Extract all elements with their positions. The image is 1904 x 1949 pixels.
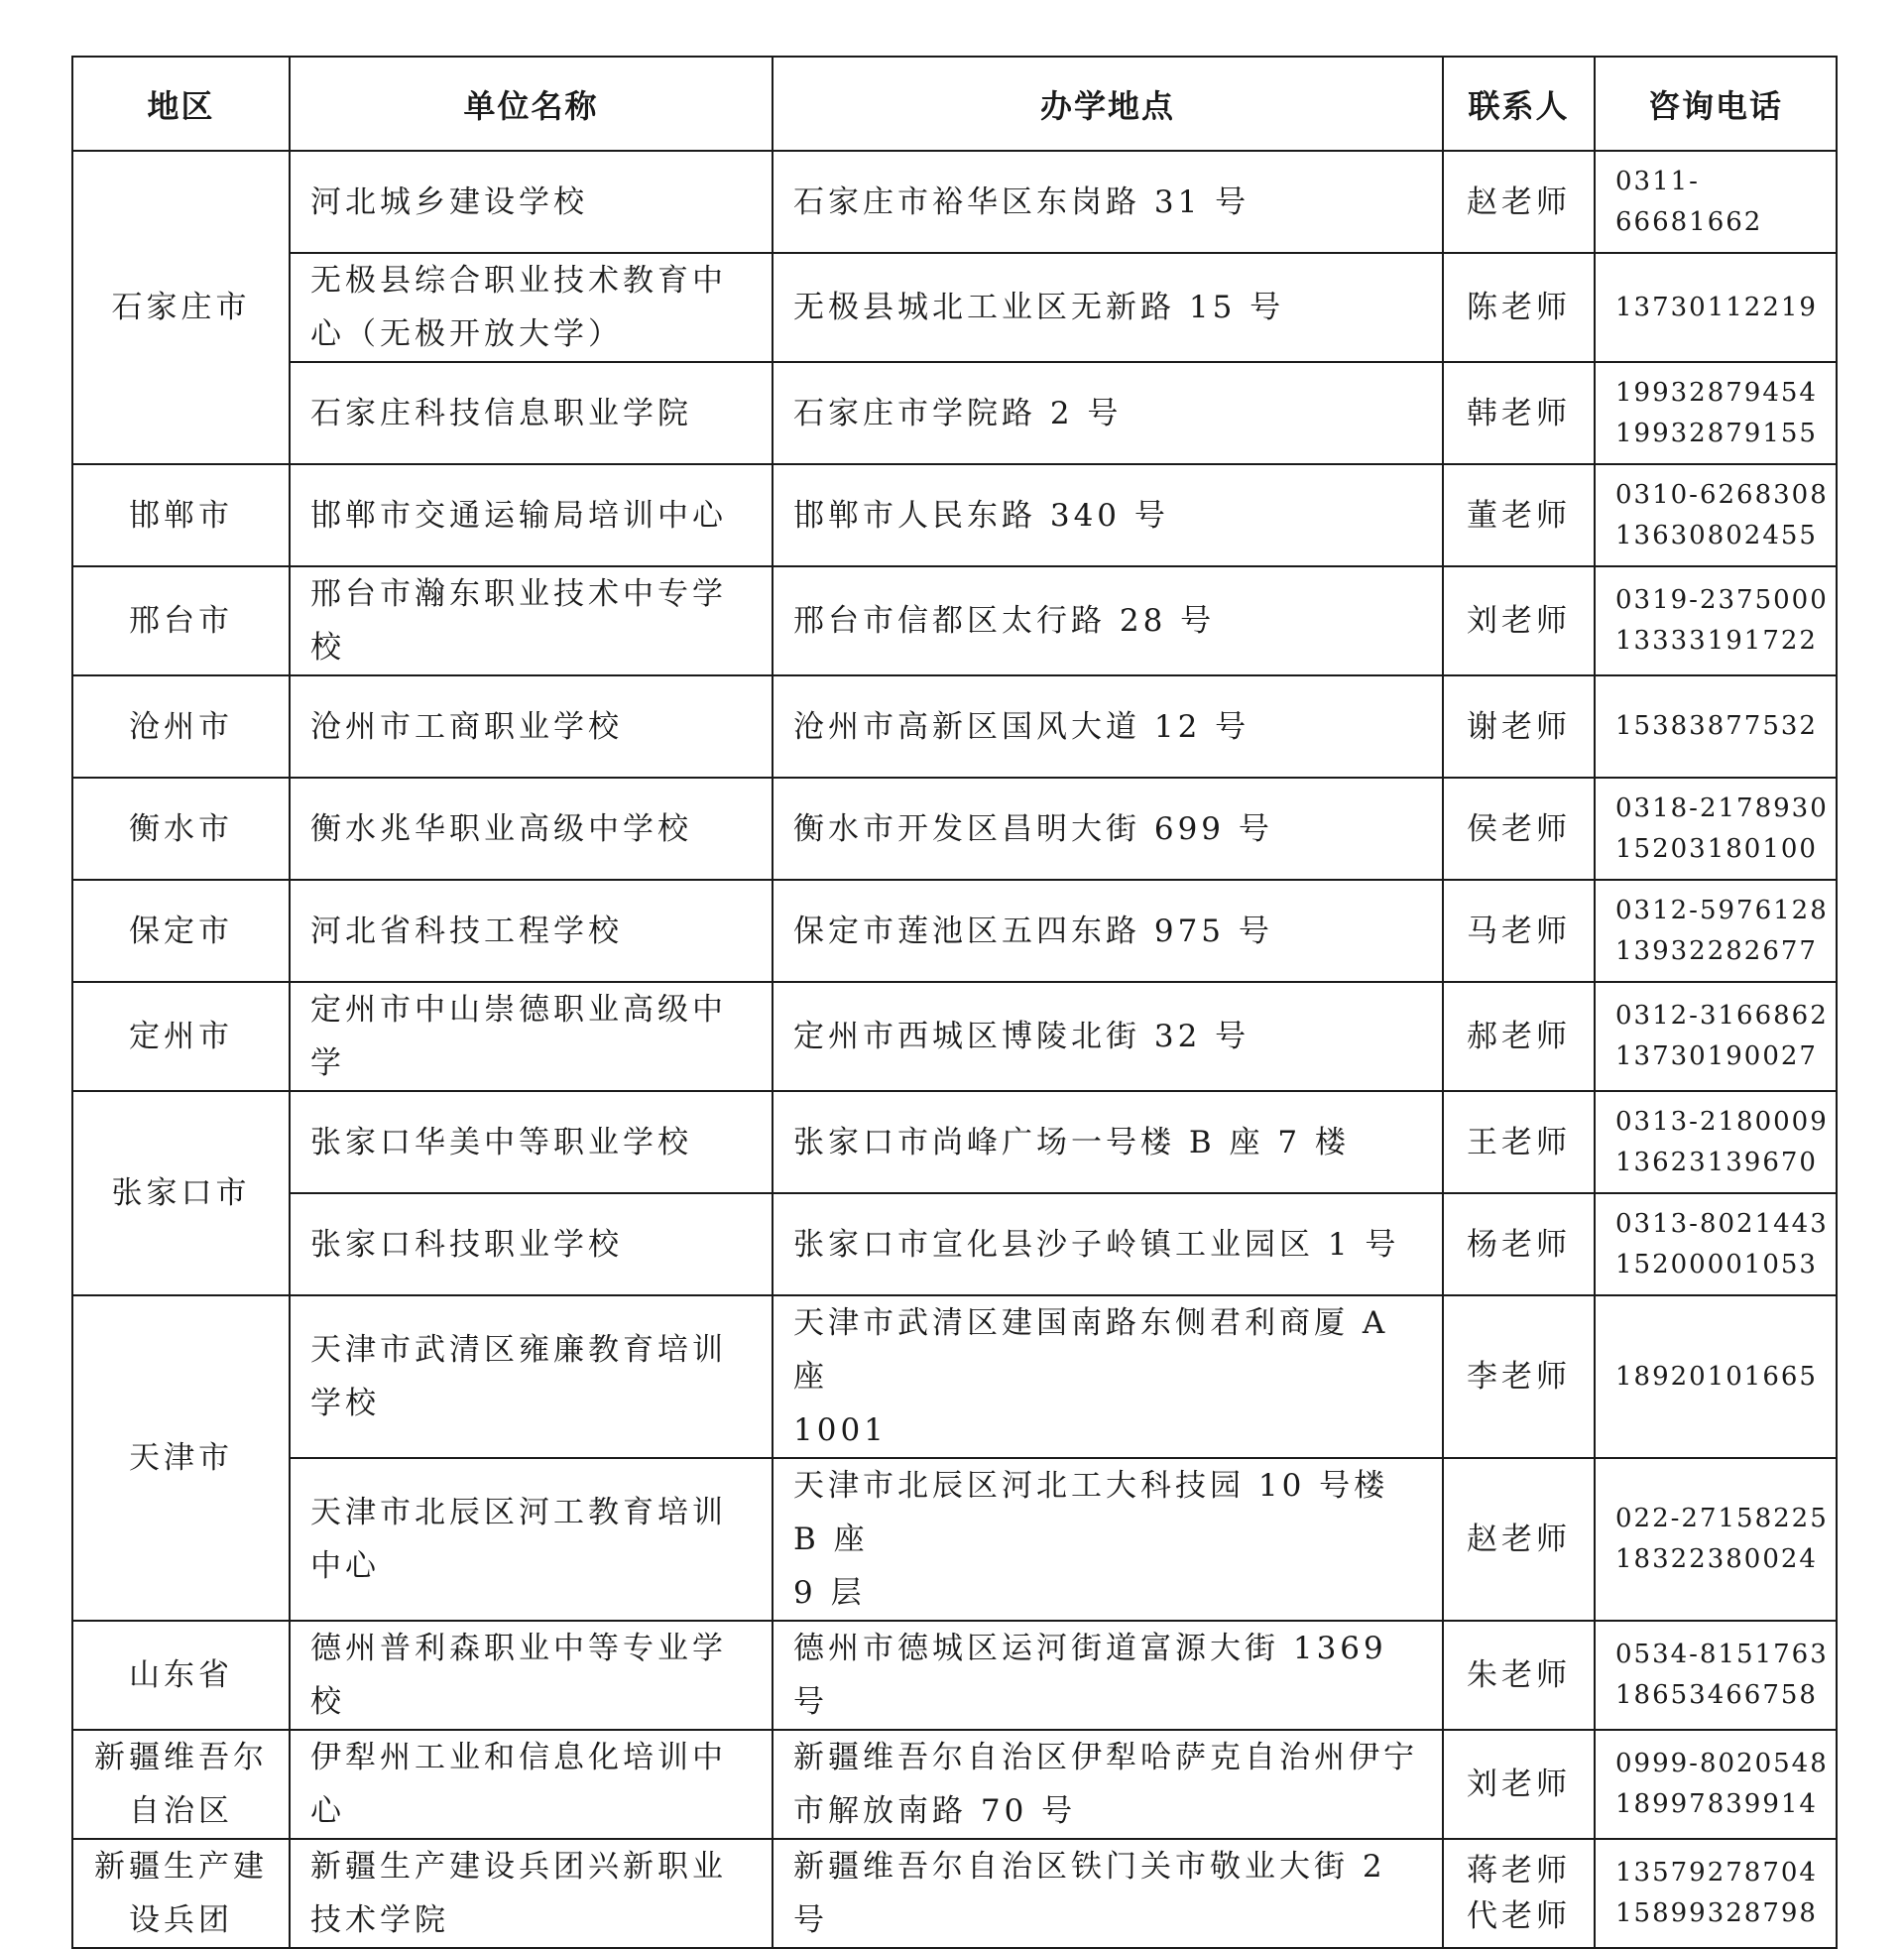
region-cell: 沧州市 <box>72 675 290 778</box>
address-cell <box>773 1091 1443 1193</box>
contact-cell <box>1443 1193 1595 1295</box>
phone-number: 022-27158225 <box>1615 1504 1829 1533</box>
unit-name-cell <box>290 1193 773 1295</box>
address-line: 衡水市开发区昌明大街 699 号 <box>793 810 1273 847</box>
table-row <box>72 1621 1837 1730</box>
table-body <box>72 151 1837 1948</box>
contact-name: 董老师 <box>1467 497 1571 534</box>
contact-cell <box>1443 566 1595 675</box>
region-line: 设兵团 <box>129 1902 233 1938</box>
contact-cell <box>1443 1730 1595 1839</box>
unit-name-line: 河北城乡建设学校 <box>310 183 588 220</box>
contact-cell <box>1443 253 1595 362</box>
unit-name-cell <box>290 464 773 566</box>
region-cell: 邯郸市 <box>72 464 290 566</box>
table-row <box>72 1295 1837 1458</box>
region-cell: 石家庄市 <box>72 151 290 464</box>
unit-name-cell <box>290 253 773 362</box>
header-phone: 咨询电话 <box>1595 57 1837 151</box>
unit-name-line: 学校 <box>310 1386 380 1421</box>
phone-cell <box>1595 1091 1837 1193</box>
phone-number: 18997839914 <box>1615 1789 1818 1819</box>
header-address: 办学地点 <box>773 57 1443 151</box>
phone-cell <box>1595 778 1837 880</box>
phone-number: 15899328798 <box>1615 1898 1818 1928</box>
unit-name-line: 校 <box>310 1684 345 1720</box>
address-line: 新疆维吾尔自治区伊犁哈萨克自治州伊宁 <box>793 1740 1418 1775</box>
phone-cell <box>1595 1295 1837 1458</box>
address-line: 保定市莲池区五四东路 975 号 <box>793 913 1273 949</box>
address-line: 石家庄市学院路 2 号 <box>793 395 1123 431</box>
contact-name: 刘老师 <box>1467 1766 1571 1802</box>
phone-number: 0313-2180009 <box>1615 1106 1829 1137</box>
address-cell <box>773 1458 1443 1621</box>
phone-number: 18653466758 <box>1615 1680 1818 1710</box>
unit-name-cell <box>290 151 773 253</box>
phone-number: 0999-8020548 <box>1615 1749 1829 1778</box>
unit-name-cell <box>290 675 773 778</box>
unit-name-line: 伊犁州工业和信息化培训中 <box>310 1740 727 1775</box>
unit-name-cell <box>290 982 773 1091</box>
unit-name-cell <box>290 1091 773 1193</box>
table-row <box>72 1458 1837 1621</box>
table-row <box>72 880 1837 982</box>
table-row <box>72 982 1837 1091</box>
address-line: 天津市武清区建国南路东侧君利商厦 A 座 <box>793 1305 1389 1395</box>
unit-name-line: 邯郸市交通运输局培训中心 <box>310 497 727 534</box>
phone-cell <box>1595 982 1837 1091</box>
table-row <box>72 1730 1837 1839</box>
contact-name: 李老师 <box>1467 1359 1571 1395</box>
region-line: 自治区 <box>129 1793 233 1829</box>
region-cell: 衡水市 <box>72 778 290 880</box>
address-line: 石家庄市裕华区东岗路 31 号 <box>793 183 1250 220</box>
contact-name: 马老师 <box>1467 913 1571 949</box>
contact-cell <box>1443 1091 1595 1193</box>
address-cell <box>773 362 1443 464</box>
contact-cell <box>1443 151 1595 253</box>
unit-name-line: 石家庄科技信息职业学院 <box>310 395 692 431</box>
phone-number: 0313-8021443 <box>1615 1208 1829 1239</box>
address-line: 无极县城北工业区无新路 15 号 <box>793 290 1285 325</box>
region-cell: 保定市 <box>72 880 290 982</box>
unit-name-line: 技术学院 <box>310 1902 449 1938</box>
address-cell <box>773 1839 1443 1948</box>
phone-cell <box>1595 253 1837 362</box>
phone-cell <box>1595 1193 1837 1295</box>
phone-number: 13932282677 <box>1615 935 1818 966</box>
address-line: 1001 <box>793 1412 888 1448</box>
contact-cell <box>1443 1839 1595 1948</box>
address-cell <box>773 253 1443 362</box>
unit-name-line: 衡水兆华职业高级中学校 <box>310 810 692 847</box>
address-cell <box>773 778 1443 880</box>
unit-name-cell <box>290 880 773 982</box>
contact-cell <box>1443 464 1595 566</box>
phone-number: 13730112219 <box>1615 292 1818 322</box>
contact-name: 代老师 <box>1467 1898 1571 1934</box>
phone-cell <box>1595 566 1837 675</box>
contact-name: 朱老师 <box>1467 1657 1571 1693</box>
unit-name-line: 天津市武清区雍廉教育培训 <box>310 1332 727 1368</box>
contact-cell <box>1443 1621 1595 1730</box>
phone-cell <box>1595 1839 1837 1948</box>
phone-number: 18322380024 <box>1615 1544 1818 1574</box>
unit-name-cell <box>290 1839 773 1948</box>
table-row <box>72 1839 1837 1948</box>
contact-name: 韩老师 <box>1467 395 1571 431</box>
unit-name-line: 天津市北辰区河工教育培训 <box>310 1495 727 1530</box>
contact-cell <box>1443 880 1595 982</box>
unit-name-cell <box>290 362 773 464</box>
phone-cell <box>1595 1730 1837 1839</box>
unit-name-line: 学 <box>310 1045 345 1081</box>
unit-name-line: 德州普利森职业中等专业学 <box>310 1631 727 1666</box>
region-line: 新疆生产建 <box>94 1849 268 1885</box>
contact-cell <box>1443 1458 1595 1621</box>
table-row <box>72 1193 1837 1295</box>
address-line: 德州市德城区运河街道富源大街 1369 号 <box>793 1631 1387 1720</box>
unit-name-cell <box>290 1730 773 1839</box>
unit-name-line: 张家口科技职业学校 <box>310 1226 623 1263</box>
phone-number: 0318-2178930 <box>1615 792 1829 823</box>
unit-name-line: 无极县综合职业技术教育中 <box>310 263 727 299</box>
phone-number: 19932879454 <box>1615 377 1818 408</box>
address-cell <box>773 675 1443 778</box>
phone-number: 0319-2375000 <box>1615 585 1829 615</box>
region-cell: 定州市 <box>72 982 290 1091</box>
address-cell <box>773 566 1443 675</box>
contact-name: 陈老师 <box>1467 290 1571 325</box>
region-cell: 天津市 <box>72 1295 290 1621</box>
table-row <box>72 151 1837 253</box>
phone-number: 0312-3166862 <box>1615 1001 1829 1031</box>
address-line: 市解放南路 70 号 <box>793 1793 1077 1829</box>
contact-cell <box>1443 362 1595 464</box>
unit-name-cell <box>290 1458 773 1621</box>
phone-number: 19932879155 <box>1615 418 1818 448</box>
phone-number: 13730190027 <box>1615 1041 1818 1071</box>
address-cell <box>773 982 1443 1091</box>
unit-name-line: 邢台市瀚东职业技术中专学 <box>310 576 727 612</box>
region-cell: 张家口市 <box>72 1091 290 1295</box>
school-contact-table <box>71 56 1838 1949</box>
unit-name-line: 张家口华美中等职业学校 <box>310 1124 692 1160</box>
header-region: 地区 <box>72 57 290 151</box>
unit-name-line: 心（无极开放大学） <box>310 316 623 352</box>
address-cell <box>773 1621 1443 1730</box>
table-row <box>72 1091 1837 1193</box>
contact-name: 王老师 <box>1467 1124 1571 1160</box>
contact-name: 杨老师 <box>1467 1226 1571 1263</box>
unit-name-cell <box>290 566 773 675</box>
phone-number: 0311-66681662 <box>1615 166 1763 237</box>
region-cell <box>72 1839 290 1948</box>
contact-cell <box>1443 1295 1595 1458</box>
table-row <box>72 464 1837 566</box>
phone-number: 15383877532 <box>1615 711 1818 741</box>
address-line: 新疆维吾尔自治区铁门关市敬业大街 2 号 <box>793 1849 1386 1938</box>
contact-name: 刘老师 <box>1467 603 1571 639</box>
table-row <box>72 253 1837 362</box>
table-row <box>72 778 1837 880</box>
contact-cell <box>1443 982 1595 1091</box>
phone-number: 13630802455 <box>1615 520 1818 550</box>
phone-number: 15203180100 <box>1615 833 1818 864</box>
region-cell <box>72 1730 290 1839</box>
address-line: 9 层 <box>793 1575 866 1611</box>
address-cell <box>773 464 1443 566</box>
phone-cell <box>1595 1621 1837 1730</box>
contact-cell <box>1443 675 1595 778</box>
phone-number: 0312-5976128 <box>1615 895 1829 925</box>
table-row <box>72 675 1837 778</box>
phone-cell <box>1595 151 1837 253</box>
phone-cell <box>1595 880 1837 982</box>
unit-name-line: 校 <box>310 630 345 666</box>
address-cell <box>773 151 1443 253</box>
unit-name-line: 新疆生产建设兵团兴新职业 <box>310 1849 727 1885</box>
region-line: 新疆维吾尔 <box>94 1740 268 1775</box>
address-line: 定州市西城区博陵北街 32 号 <box>793 1019 1250 1054</box>
unit-name-cell <box>290 1295 773 1458</box>
region-cell: 山东省 <box>72 1621 290 1730</box>
address-line: 天津市北辰区河北工大科技园 10 号楼 B 座 <box>793 1468 1389 1557</box>
unit-name-cell <box>290 778 773 880</box>
unit-name-line: 沧州市工商职业学校 <box>310 708 623 745</box>
address-cell <box>773 880 1443 982</box>
phone-cell <box>1595 362 1837 464</box>
phone-cell <box>1595 1458 1837 1621</box>
address-line: 张家口市宣化县沙子岭镇工业园区 1 号 <box>793 1226 1400 1263</box>
contact-name: 郝老师 <box>1467 1019 1571 1054</box>
unit-name-cell <box>290 1621 773 1730</box>
contact-name: 谢老师 <box>1467 708 1571 745</box>
address-line: 张家口市尚峰广场一号楼 B 座 7 楼 <box>793 1124 1350 1160</box>
phone-number: 0534-8151763 <box>1615 1640 1829 1669</box>
table-header-row <box>72 57 1837 151</box>
phone-number: 13333191722 <box>1615 626 1818 656</box>
address-line: 邢台市信都区太行路 28 号 <box>793 603 1216 639</box>
header-contact: 联系人 <box>1443 57 1595 151</box>
phone-number: 0310-6268308 <box>1615 479 1829 510</box>
phone-number: 13623139670 <box>1615 1147 1818 1177</box>
address-cell <box>773 1193 1443 1295</box>
phone-cell <box>1595 675 1837 778</box>
address-line: 沧州市高新区国风大道 12 号 <box>793 708 1250 745</box>
contact-name: 赵老师 <box>1467 183 1571 220</box>
unit-name-line: 定州市中山崇德职业高级中 <box>310 992 727 1028</box>
unit-name-line: 中心 <box>310 1548 380 1584</box>
unit-name-line: 河北省科技工程学校 <box>310 913 623 949</box>
address-cell <box>773 1295 1443 1458</box>
contact-name: 侯老师 <box>1467 810 1571 847</box>
contact-cell <box>1443 778 1595 880</box>
phone-cell <box>1595 464 1837 566</box>
address-cell <box>773 1730 1443 1839</box>
contact-name: 蒋老师 <box>1467 1853 1571 1888</box>
unit-name-line: 心 <box>310 1793 345 1829</box>
phone-number: 18920101665 <box>1615 1361 1818 1392</box>
table-row <box>72 566 1837 675</box>
contact-name: 赵老师 <box>1467 1522 1571 1557</box>
header-unit-name: 单位名称 <box>290 57 773 151</box>
phone-number: 13579278704 <box>1615 1858 1818 1888</box>
address-line: 邯郸市人民东路 340 号 <box>793 497 1169 534</box>
table-row <box>72 362 1837 464</box>
region-cell: 邢台市 <box>72 566 290 675</box>
phone-number: 15200001053 <box>1615 1249 1818 1279</box>
